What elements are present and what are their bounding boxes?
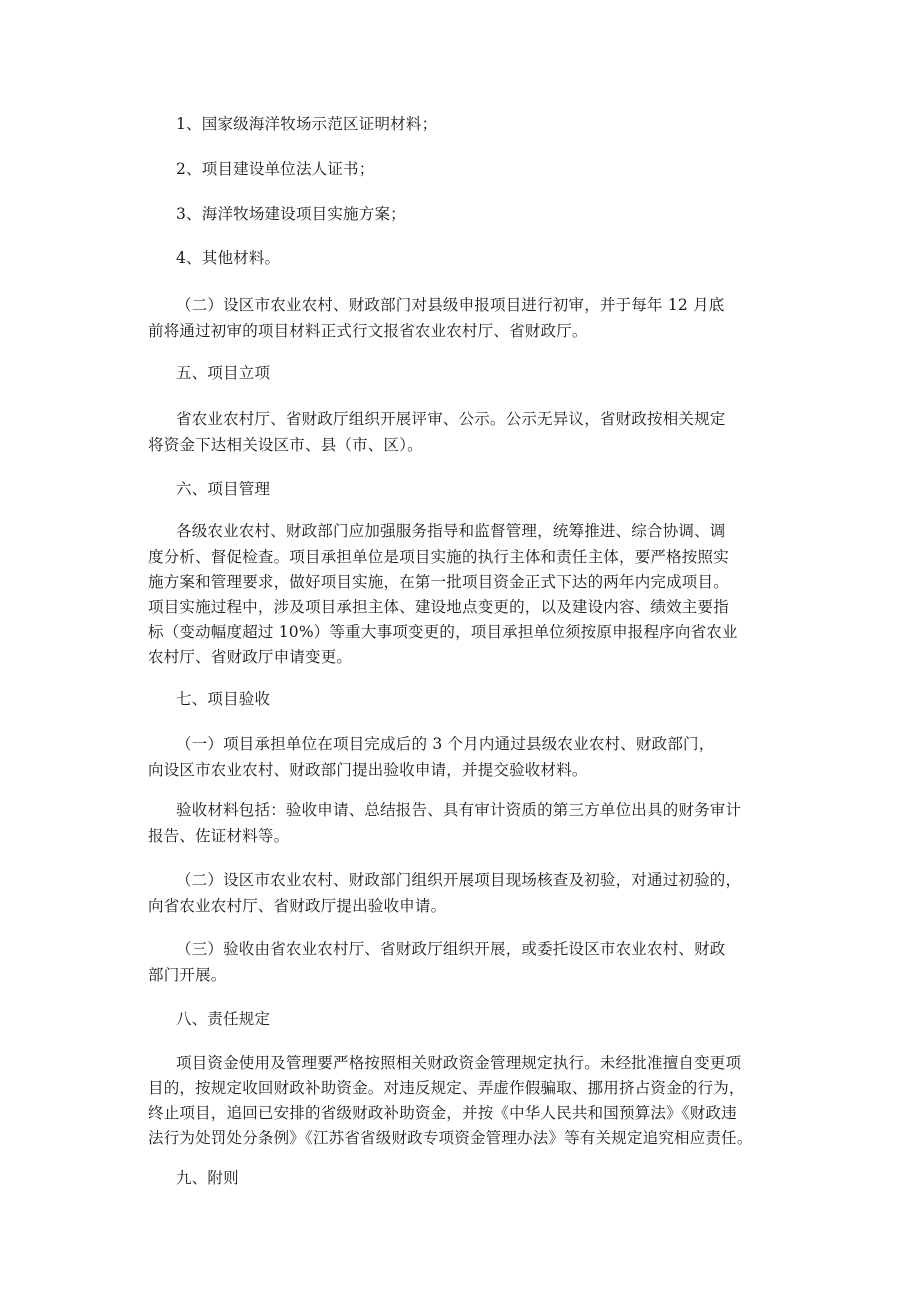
paragraph-line: 终止项目，追回已安排的省级财政补助资金，并按《中华人民共和国预算法》《财政违 — [148, 1104, 737, 1122]
paragraph-line: 报告、佐证材料等。 — [148, 827, 290, 845]
paragraph-line: 将资金下达相关设区市、县（市、区）。 — [148, 436, 423, 454]
paragraph-line: 项目实施过程中，涉及项目承担主体、建设地点变更的，以及建设内容、绩效主要指 — [148, 598, 729, 616]
paragraph-line: 各级农业农村、财政部门应加强服务指导和监督管理，统筹推进、综合协调、调 — [176, 522, 726, 540]
list-item-1: 1、国家级海洋牧场示范区证明材料； — [176, 115, 438, 133]
section-6-title: 六、项目管理 — [176, 480, 271, 498]
paragraph-line: 施方案和管理要求，做好项目实施，在第一批项目资金正式下达的两年内完成项目。 — [148, 573, 729, 591]
paragraph-line: （二）设区市农业农村、财政部门对县级申报项目进行初审，并于每年 12 月底 — [176, 296, 725, 314]
section-8-title: 八、责任规定 — [176, 1010, 271, 1028]
paragraph-line: 前将通过初审的项目材料正式行文报省农业农村厅、省财政厅。 — [148, 322, 588, 340]
paragraph-line: 度分析、督促检查。项目承担单位是项目实施的执行主体和责任主体，要严格按照实 — [148, 548, 729, 566]
paragraph-line: 部门开展。 — [148, 966, 227, 984]
list-item-2: 2、项目建设单位法人证书； — [176, 160, 375, 178]
paragraph-line: 标（变动幅度超过 10%）等重大事项变更的，项目承担单位须按原申报程序向省农业 — [148, 623, 738, 641]
paragraph-line: 农村厅、省财政厅申请变更。 — [148, 648, 353, 666]
paragraph-line: （一）项目承担单位在项目完成后的 3 个月内通过县级农业农村、财政部门， — [176, 735, 715, 753]
paragraph-line: 法行为处罚处分条例》《江苏省省级财政专项资金管理办法》等有关规定追究相应责任。 — [148, 1129, 753, 1147]
list-item-3: 3、海洋牧场建设项目实施方案； — [176, 205, 406, 223]
paragraph-line: 省农业农村厅、省财政厅组织开展评审、公示。公示无异议，省财政按相关规定 — [176, 410, 726, 428]
section-7-title: 七、项目验收 — [176, 690, 271, 708]
section-9-title: 九、附则 — [176, 1169, 239, 1187]
paragraph-line: （三）验收由省农业农村厅、省财政厅组织开展，或委托设区市农业农村、财政 — [176, 940, 726, 958]
paragraph-line: 项目资金使用及管理要严格按照相关财政资金管理规定执行。未经批准擅自变更项 — [176, 1054, 742, 1072]
paragraph-line: 目的，按规定收回财政补助资金。对违反规定、弄虚作假骗取、挪用挤占资金的行为， — [148, 1079, 745, 1097]
list-item-4: 4、其他材料。 — [176, 249, 281, 267]
paragraph-line: 验收材料包括：验收申请、总结报告、具有审计资质的第三方单位出具的财务审计 — [176, 801, 742, 819]
paragraph-line: 向省农业农村厅、省财政厅提出验收申请。 — [148, 897, 447, 915]
paragraph-line: 向设区市农业农村、财政部门提出验收申请，并提交验收材料。 — [148, 761, 588, 779]
paragraph-line: （二）设区市农业农村、财政部门组织开展项目现场核查及初验，对通过初验的， — [176, 871, 742, 889]
section-5-title: 五、项目立项 — [176, 364, 271, 382]
